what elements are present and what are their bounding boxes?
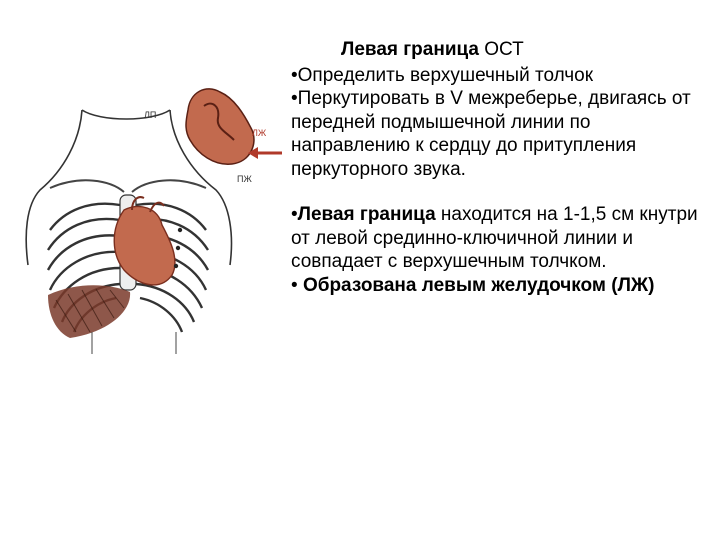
label-lp: ЛП [144, 110, 157, 120]
spacer [291, 181, 711, 203]
bullet-marker: • [291, 88, 298, 109]
label-pj: ПЖ [237, 174, 252, 184]
bullet-1 [291, 64, 711, 88]
bullet-bold: Левая граница [297, 204, 436, 225]
bullet-marker: • [291, 204, 298, 225]
thorax-heart-illustration [20, 70, 290, 370]
midclavicular-lines [92, 332, 176, 354]
title-bold: Левая граница [341, 39, 479, 60]
slide-title [291, 38, 711, 62]
bullet-text: находится на 1-1,5 см кнутри от левой срединно-ключичной линии и совпадает с верхушечным толчком. [291, 204, 698, 272]
bullet-text: Перкутировать в V межреберье, двигаясь от передней подмышечной линии по направлению к сердцу до притупления перкуторного звука. [291, 88, 691, 180]
label-lj: ЛЖ [252, 128, 267, 138]
bullet-3 [291, 203, 711, 274]
bullet-text: Определить верхушечный толчок [297, 64, 594, 86]
bullet-bold: Образована левым желудочком (ЛЖ) [302, 274, 655, 296]
collarbones [50, 180, 206, 192]
bullet-marker: • [291, 64, 298, 86]
left-ventricle-arrow [248, 147, 282, 159]
title-rest: ОСТ [478, 39, 524, 60]
slide-text [291, 38, 711, 297]
bullet-2 [291, 87, 711, 181]
bullet-marker: • [291, 274, 303, 296]
bullet-4 [291, 274, 711, 298]
